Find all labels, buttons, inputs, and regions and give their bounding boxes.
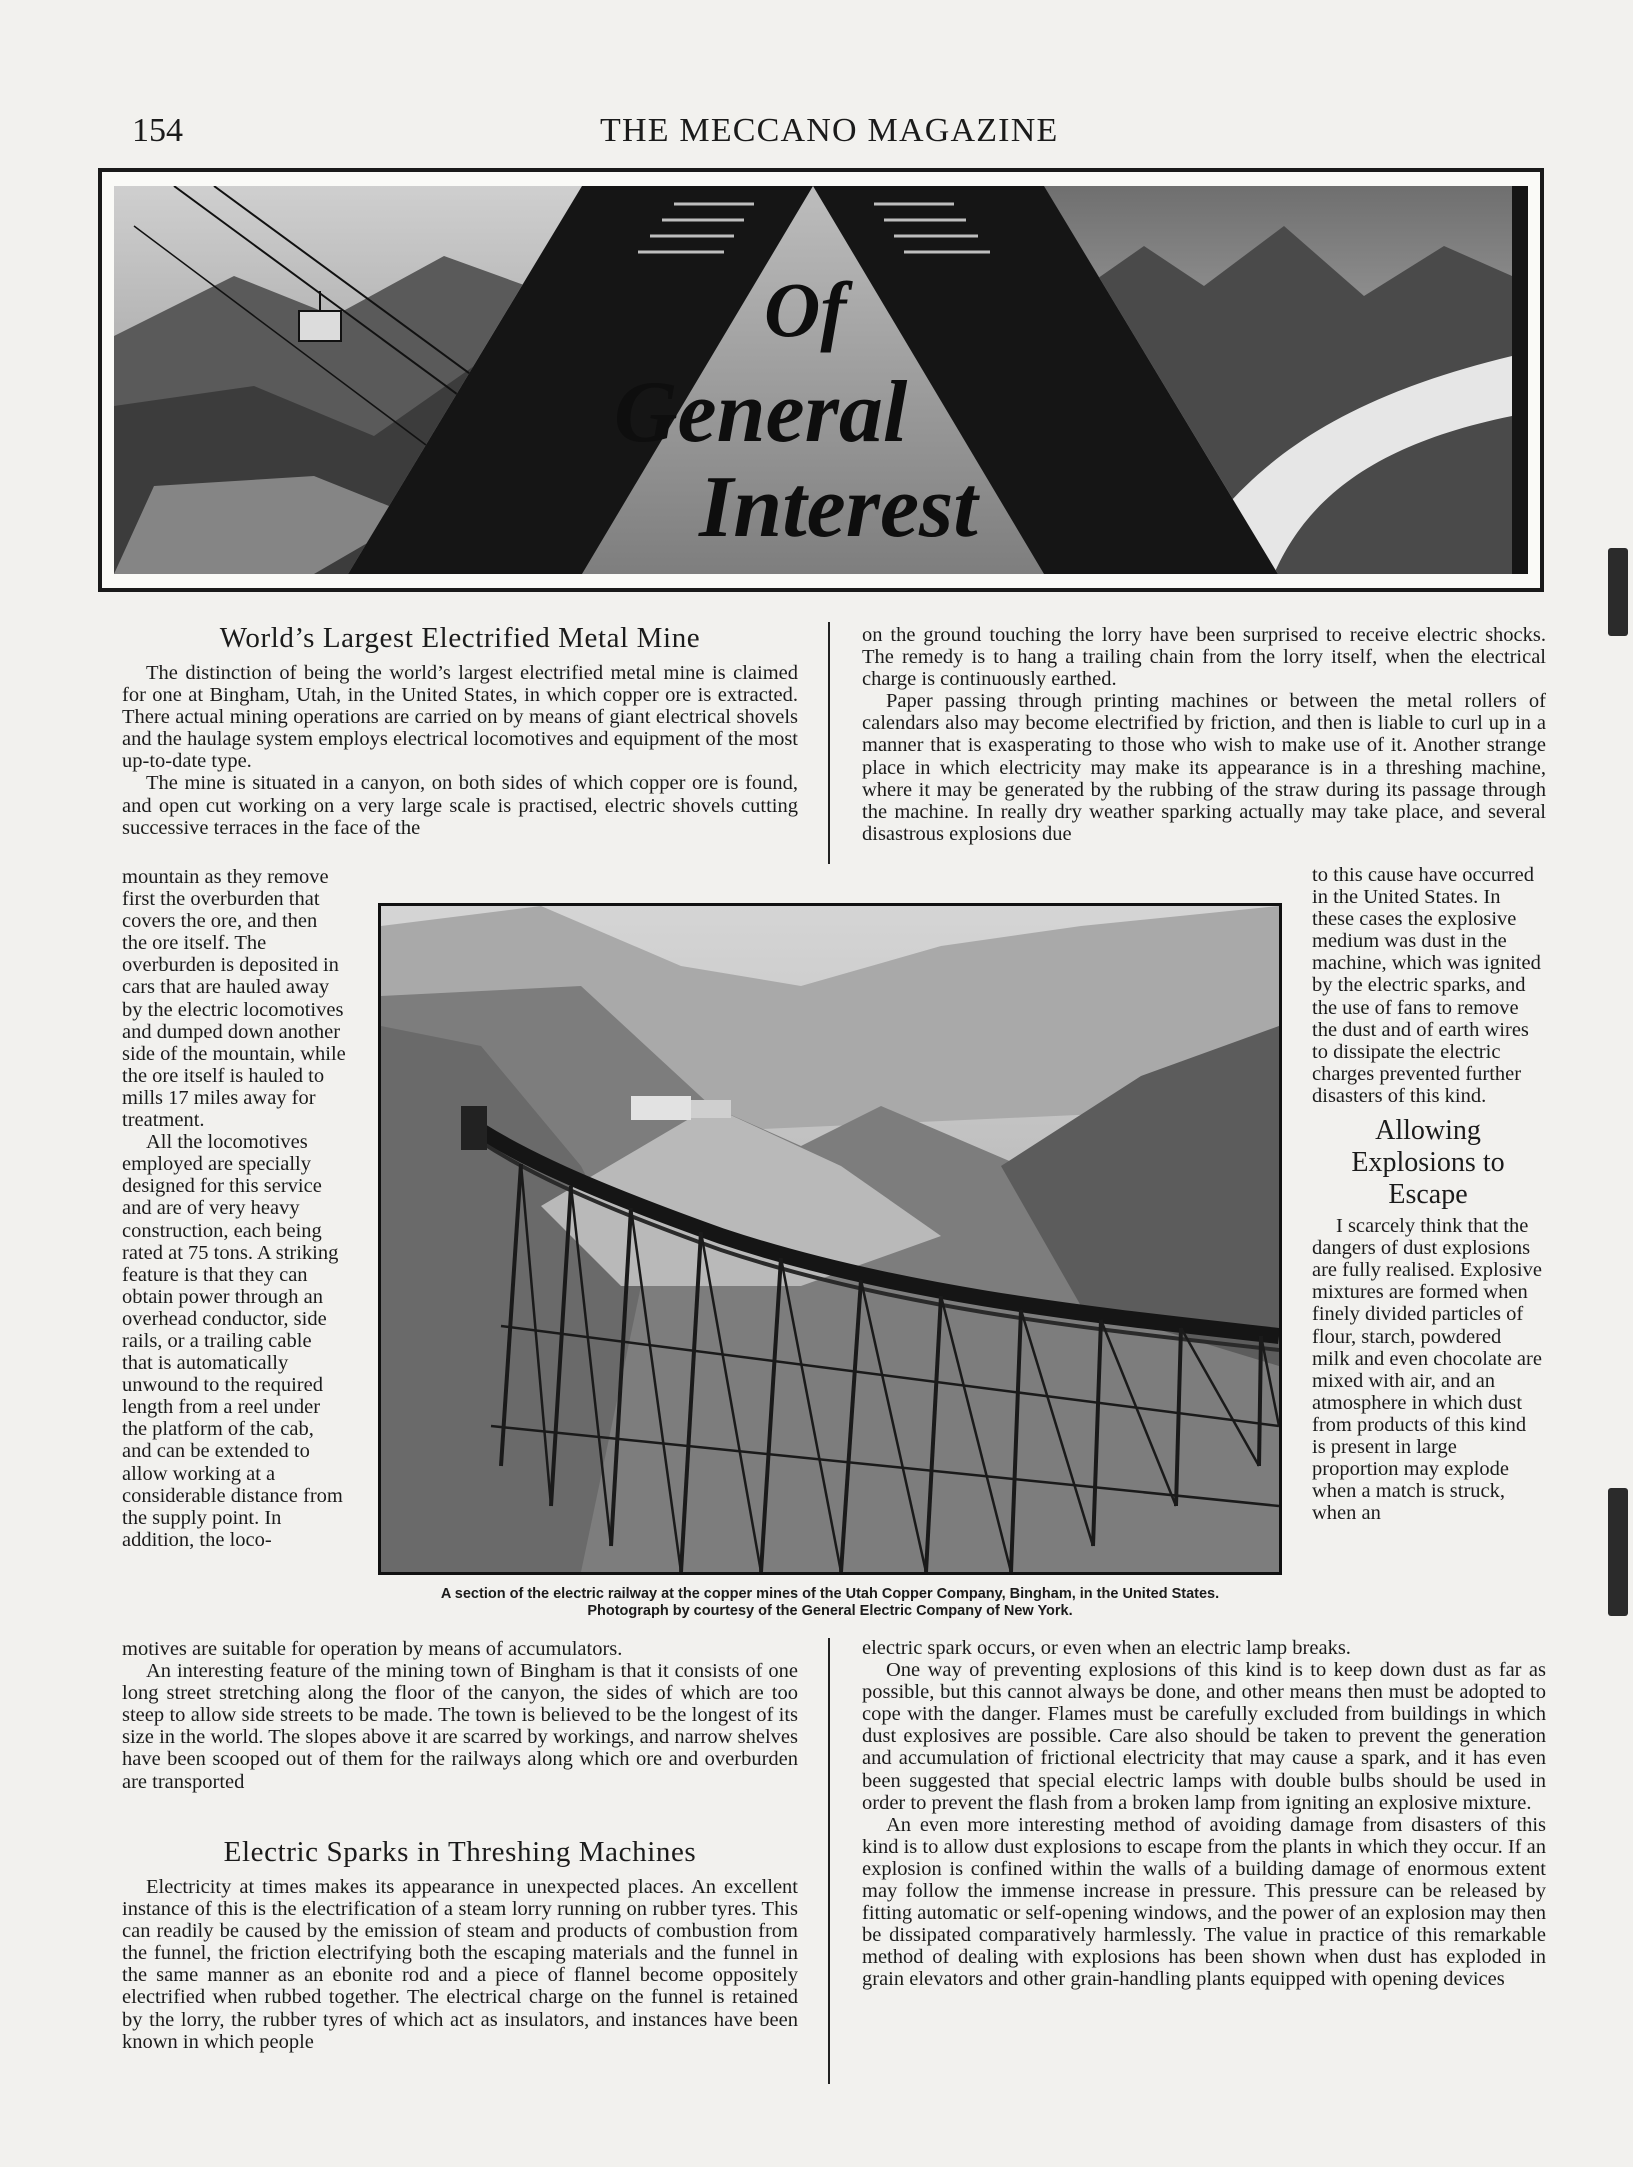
railway-trestle-photo xyxy=(378,903,1282,1575)
binding-tab xyxy=(1608,548,1628,636)
paragraph: The distinction of being the world’s largest electrified metal mine is claimed for one at Bingham, Utah, in the United States, in which copper ore is extracted. There actual mining operations are carried on by means of giant electrical shovels and the haulage system employs electrical locomotives and equipment of the most up-to-date type. xyxy=(122,662,798,773)
paragraph: An even more interesting method of avoiding damage from disasters of this kind is to allow dust explosions to escape from the plants in which they occur. If an explosion is confined within the walls of a building damage of enormous extent may follow the immense increase in pressure. This pressure can be released by fitting automatic or self-opening windows, and the power of an explosion may then be dissipated comparatively harmlessly. The value in practice of this remarkable method of dealing with explosions has been shown when dust has exploded in grain elevators and other grain-handling plants equipped with opening devices xyxy=(862,1813,1546,1991)
section-banner xyxy=(98,168,1544,592)
mine-article-bottom-text xyxy=(122,1638,798,1793)
glacier-photo xyxy=(1044,186,1512,574)
banner-title-interest: Interest xyxy=(699,459,978,556)
sparks-article-right-text xyxy=(862,624,1546,845)
caption-line: Photograph by courtesy of the General Electric Company of New York. xyxy=(587,1603,1073,1619)
explosions-article-bottom-text xyxy=(862,1637,1546,1991)
photo-caption xyxy=(360,1586,1300,1620)
paragraph: All the locomotives employed are specially designed for this service and are of very heavy construction, each being rated at 75 tons. A striking feature is that they can obtain power through an overhead conductor, side rails, or a trailing cable that is automatically unwound to the required length from a reel under the platform of the cab, and can be extended to allow working at a considerable distance from the supply point. In addition, the loco- xyxy=(122,1131,343,1551)
paragraph: electric spark occurs, or even when an electric lamp breaks. xyxy=(862,1637,1351,1659)
paragraph: motives are suitable for operation by means of accumulators. xyxy=(122,1638,623,1660)
banner-title-of: Of xyxy=(764,266,847,353)
heading-line: Escape xyxy=(1388,1179,1468,1211)
paragraph: An interesting feature of the mining town of Bingham is that it consists of one long street stretching along the floor of the canyon, the sides of which are too steep to allow side streets to be made. The town is believed to be the longest of its size in the world. The slopes above it are scarred by workings, and narrow shelves have been scooped out of them for the railways along which ore and overburden are transported xyxy=(122,1660,798,1793)
sparks-article-left-text xyxy=(122,1876,798,2053)
paragraph: Paper passing through printing machines or between the metal rollers of calendars also may become electrified by friction, and then is liable to curl up in a manner that is exasperating to those who wish to make use of it. Another strange place in which electricity may make its appearance is in a threshing machine, where it may be generated by the rubbing of the straw during its passage through the machine. In really dry weather sparking actually may take place, and several disastrous explosions due xyxy=(862,690,1546,845)
cable-car-photo xyxy=(114,186,582,574)
mine-article-wrap-text xyxy=(122,866,346,1551)
banner-title-general: General xyxy=(614,364,908,461)
column-divider xyxy=(828,1638,830,2084)
paragraph: Electricity at times makes its appearance in unexpected places. An excellent instance of this is the electrification of a steam lorry running on rubber tyres. This can readily be caused by the emission of steam and products of combustion from the funnel, the friction electrifying both the escaping materials and the funnel in the same manner as an ebonite rod and a piece of flannel become oppositely electrified when rubbed together. The electrical charge on the funnel is retained by the lorry, the rubber tyres of which act as insulators, and instances have been known in which people xyxy=(122,1876,798,2053)
paragraph: I scarcely think that the dangers of dust explosions are fully realised. Explosive mixtures are formed when finely divided particles of flour, starch, powdered milk and even chocolate are mixed with air, and an atmosphere in which dust from products of this kind is present in large proportion may explode when a match is struck, when an xyxy=(1312,1215,1542,1525)
page-number: 154 xyxy=(132,112,183,149)
heading-line: Allowing xyxy=(1375,1115,1481,1147)
binding-tab xyxy=(1608,1488,1628,1616)
paragraph: on the ground touching the lorry have been surprised to receive electric shocks. The remedy is to hang a trailing chain from the lorry itself, when the electrical charge is continuously earthed. xyxy=(862,624,1546,691)
sparks-article-heading: Electric Sparks in Threshing Machines xyxy=(223,1836,697,1868)
paragraph: to this cause have occurred in the United States. In these cases the explosive medium was dust in the machine, which was ignited by the electric sparks, and the use of fans to remove the dust and of earth wires to dissipate the electric charges prevented further disasters of this kind. xyxy=(1312,864,1541,1107)
right-wrap-column xyxy=(1312,864,1544,1524)
paragraph: The mine is situated in a canyon, on both sides of which copper ore is found, and open cut working on a very large scale is practised, electric shovels cutting successive terraces in the face of the xyxy=(122,772,798,839)
explosions-article-heading xyxy=(1312,1115,1544,1211)
mine-article-top-text xyxy=(122,662,798,839)
heading-line: Explosions to xyxy=(1351,1147,1505,1179)
caption-line: A section of the electric railway at the copper mines of the Utah Copper Company, Bingham, in the United States. xyxy=(440,1586,1220,1602)
mine-article-heading: World’s Largest Electrified Metal Mine xyxy=(219,622,701,654)
column-divider xyxy=(828,622,830,864)
paragraph: One way of preventing explosions of this kind is to keep down dust as far as possible, but this cannot always be done, and other means then must be adopted to cope with the danger. Flames must be carefully excluded from buildings in which dust explosives are possible. Care also should be taken to prevent the generation and accumulation of frictional electricity that may cause a spark, and it has even been suggested that special electric lamps with double bulbs should be used in order to prevent the flash from a broken lamp from igniting an explosive mixture. xyxy=(862,1659,1546,1814)
paragraph: mountain as they remove first the overburden that covers the ore, and then the ore itself. The overburden is deposited in cars that are hauled away by the electric locomotives and dumped down another side of the mountain, while the ore itself is hauled to mills 17 miles away for treatment. xyxy=(122,866,346,1132)
magazine-title: THE MECCANO MAGAZINE xyxy=(600,112,1059,149)
